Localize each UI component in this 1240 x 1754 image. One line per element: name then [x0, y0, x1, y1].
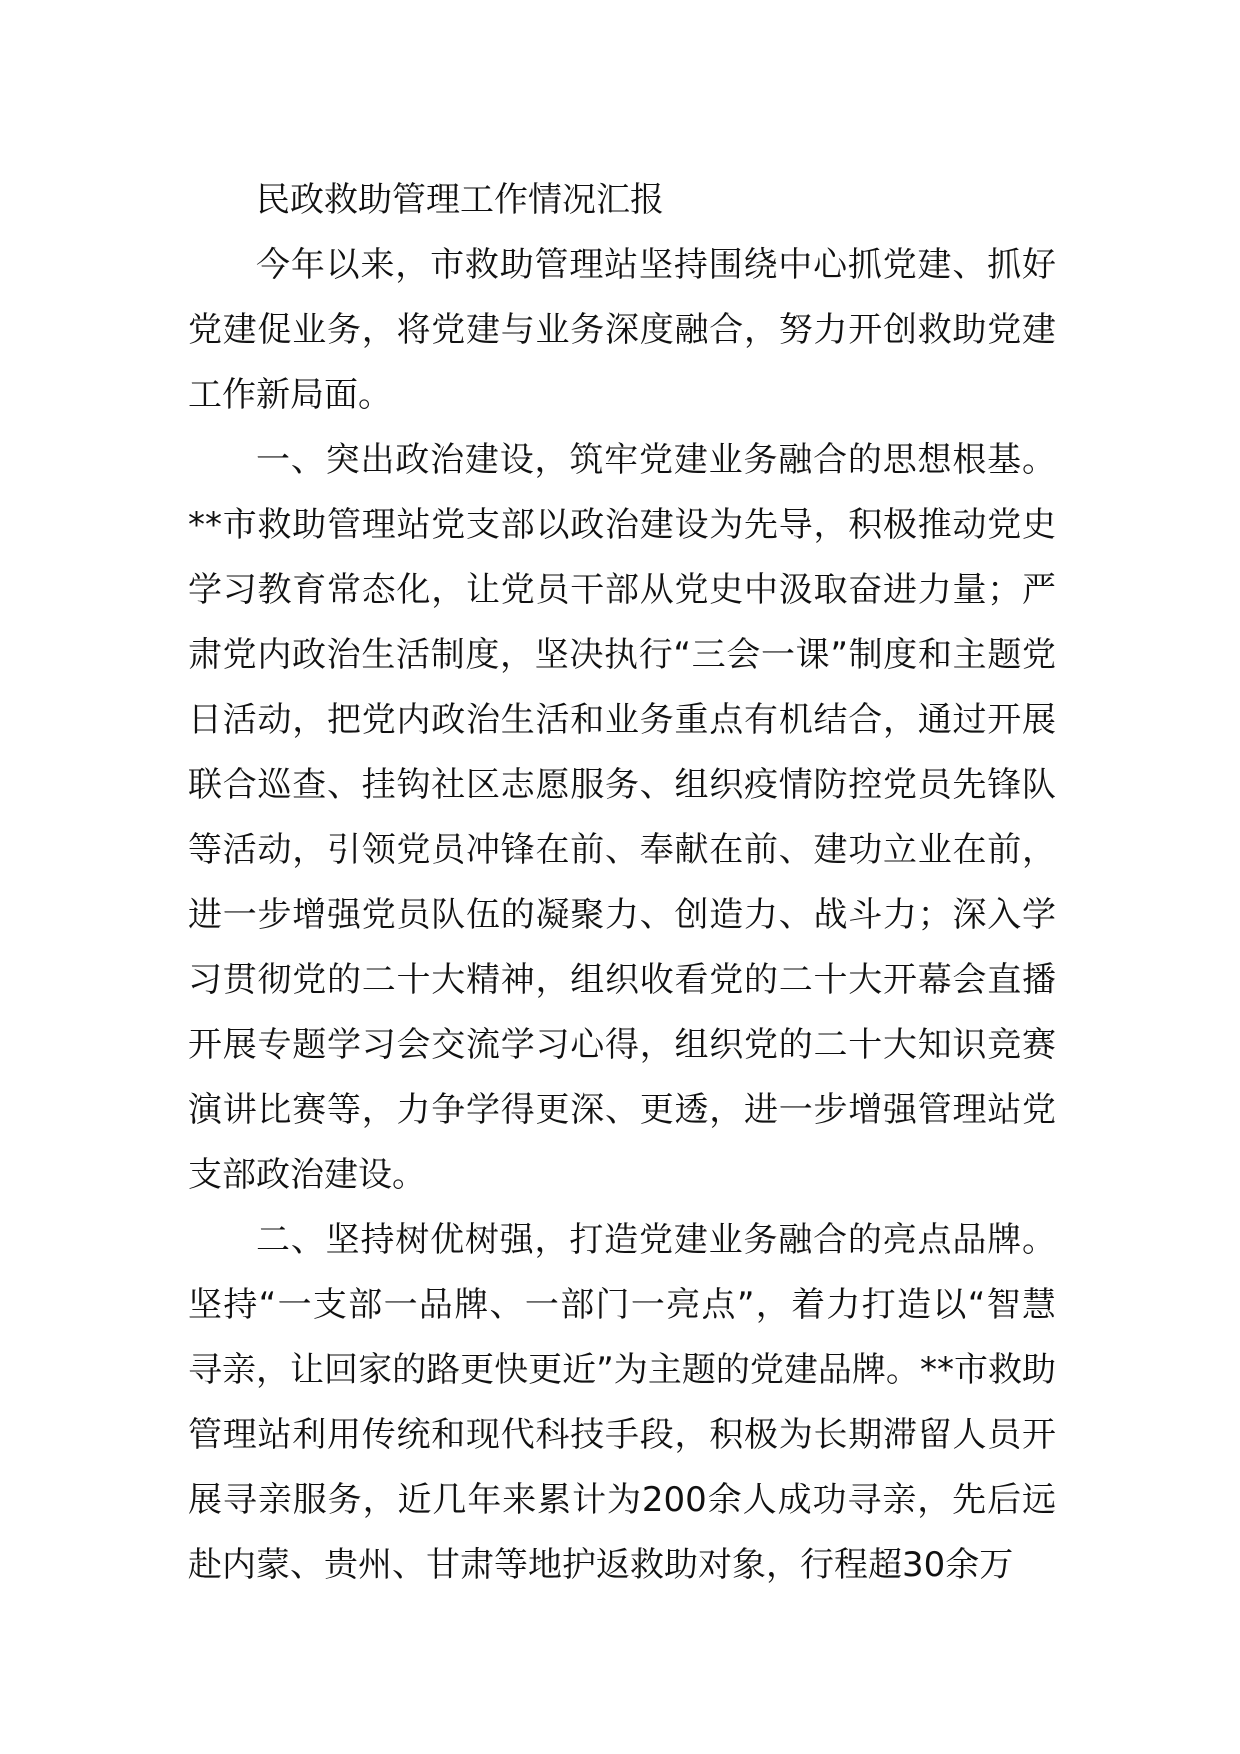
paragraph-section-1: 一、突出政治建设，筑牢党建业务融合的思想根基。**市救助管理站党支部以政治建设为先导，积极推动党史学习教育常态化，让党员干部从党史中汲取奋进力量；严肃党内政治生活制度，坚决执行“三会一课”制度和主题党日活动，把党内政治生活和业务重点有机结合，通过开展联合巡查、挂钩社区志愿服务、组织疫情防控党员先锋队等活动，引领党员冲锋在前、奉献在前、建功立业在前，进一步增强党员队伍的凝聚力、创造力、战斗力；深入学习贯彻党的二十大精神，组织收看党的二十大开幕会直播开展专题学习会交流学习心得，组织党的二十大知识竞赛演讲比赛等，力争学得更深、更透，进一步增强管理站党支部政治建设。 — [188, 440, 1056, 1195]
paragraph-intro: 今年以来，市救助管理站坚持围绕中心抓党建、抓好党建促业务，将党建与业务深度融合，努力开创救助党建工作新局面。 — [188, 245, 1056, 415]
document-title: 民政救助管理工作情况汇报 — [256, 180, 664, 220]
document-body — [188, 168, 1056, 1598]
paragraph-section-2: 二、坚持树优树强，打造党建业务融合的亮点品牌。坚持“一支部一品牌、一部门一亮点”，着力打造以“智慧寻亲，让回家的路更快更近”为主题的党建品牌。**市救助管理站利用传统和现代科技手段，积极为长期滞留人员开展寻亲服务，近几年来累计为200余人成功寻亲，先后远赴内蒙、贵州、甘肃等地护返救助对象，行程超30余万 — [188, 1220, 1056, 1585]
